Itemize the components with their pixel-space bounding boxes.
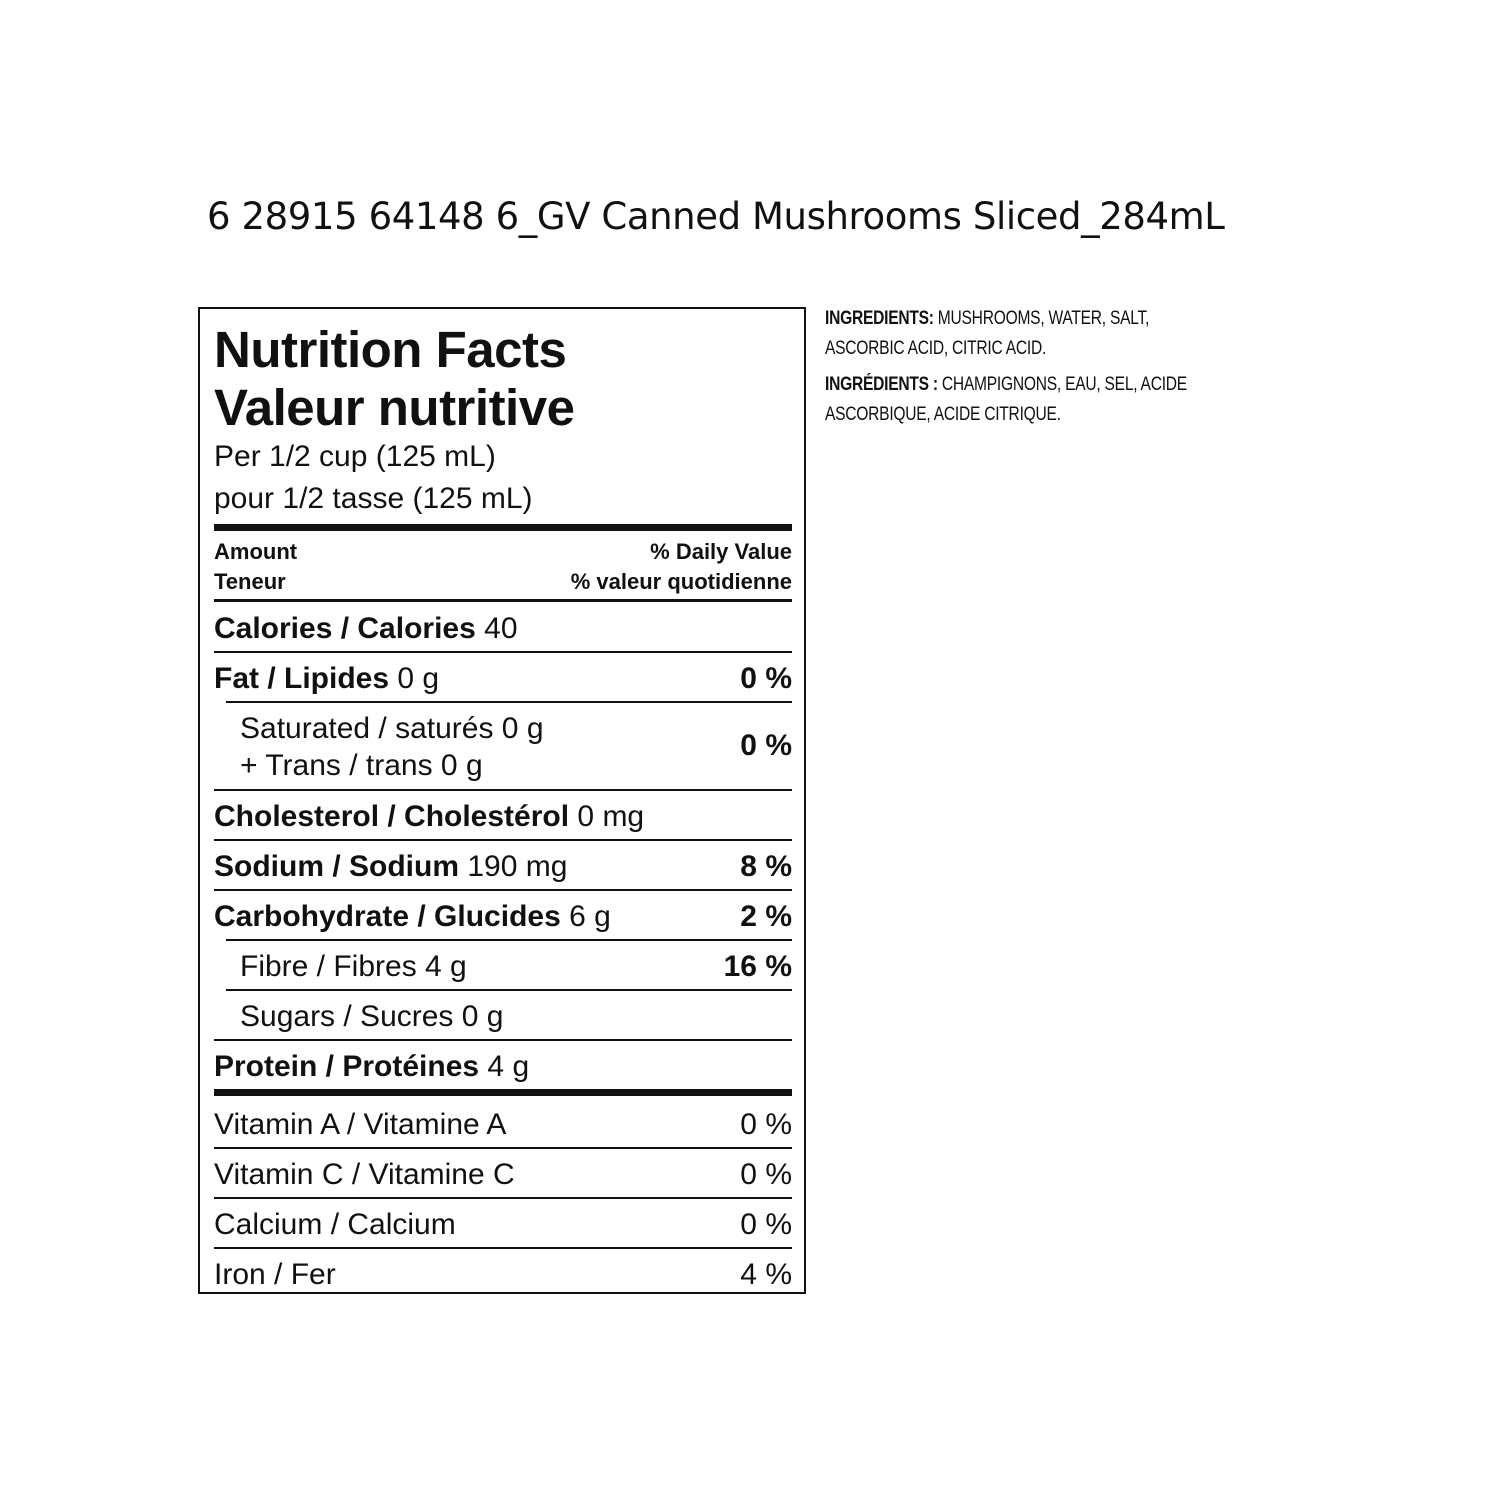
divider (214, 1147, 792, 1149)
daily-value-label-en: % Daily Value (650, 539, 792, 564)
saturated-dv: 0 % (740, 729, 792, 762)
divider (214, 839, 792, 841)
calcium-label: Calcium / Calcium (214, 1208, 456, 1241)
sodium-value: 190 mg (467, 850, 568, 883)
carbohydrate-label: Carbohydrate / Glucides (214, 900, 561, 933)
amount-label-fr: Teneur (214, 569, 286, 594)
vitamin-c-label: Vitamin C / Vitamine C (214, 1158, 515, 1191)
ingredients-en (825, 304, 1227, 364)
protein-value: 4 g (487, 1050, 530, 1083)
divider (214, 1247, 792, 1249)
divider (226, 701, 792, 703)
fat-value: 0 g (397, 662, 440, 695)
vitamin-c-dv: 0 % (740, 1158, 792, 1191)
ingredients-en-text: MUSHROOMS, WATER, SALT, ASCORBIC ACID, CITRIC ACID. (825, 308, 1150, 359)
daily-value-label-fr: % valeur quotidienne (570, 569, 792, 594)
thick-divider (214, 524, 792, 531)
iron-label: Iron / Fer (214, 1258, 336, 1291)
ingredients-fr-text: CHAMPIGNONS, EAU, SEL, ACIDE ASCORBIQUE, ACIDE CITRIQUE. (825, 374, 1187, 425)
divider (214, 599, 792, 602)
calories-label: Calories / Calories (214, 612, 476, 645)
nutrition-title-en: Nutrition Facts (214, 321, 567, 378)
iron-dv: 4 % (740, 1258, 792, 1291)
carbohydrate-dv: 2 % (740, 900, 792, 933)
divider (214, 889, 792, 891)
divider (214, 1039, 792, 1041)
carbohydrate-value: 6 g (569, 900, 611, 933)
divider (214, 651, 792, 653)
ingredients-en-label: INGREDIENTS: (825, 308, 934, 329)
divider (226, 989, 792, 991)
fibre-dv: 16 % (723, 950, 792, 983)
amount-label-en: Amount (214, 539, 298, 564)
fibre-label: Fibre / Fibres 4 g (240, 950, 467, 983)
divider (214, 789, 792, 791)
protein-label: Protein / Protéines (214, 1050, 480, 1083)
serving-size-fr: pour 1/2 tasse (125 mL) (214, 482, 533, 515)
nutrition-title-fr: Valeur nutritive (214, 379, 575, 436)
nutrition-facts-panel (198, 307, 806, 1294)
cholesterol-label: Cholesterol / Cholestérol (214, 800, 570, 833)
serving-size-en: Per 1/2 cup (125 mL) (214, 440, 496, 473)
calories-value: 40 (484, 612, 518, 645)
sodium-dv: 8 % (740, 850, 792, 883)
calcium-dv: 0 % (740, 1208, 792, 1241)
sugars-label: Sugars / Sucres 0 g (240, 1000, 504, 1033)
sodium-label: Sodium / Sodium (214, 850, 459, 883)
divider (226, 939, 792, 941)
ingredients-fr-label: INGRÉDIENTS : (825, 374, 938, 395)
thick-divider (214, 1089, 792, 1096)
cholesterol-value: 0 mg (577, 800, 645, 833)
saturated-label: Saturated / saturés 0 g (240, 712, 544, 745)
vitamin-a-dv: 0 % (740, 1108, 792, 1141)
vitamin-a-label: Vitamin A / Vitamine A (214, 1108, 507, 1141)
ingredients-fr (825, 370, 1227, 430)
product-title: 6 28915 64148 6_GV Canned Mushrooms Sliced_284mL (207, 195, 1225, 238)
fat-dv: 0 % (740, 662, 792, 695)
fat-label: Fat / Lipides (214, 662, 390, 695)
trans-label: + Trans / trans 0 g (240, 749, 483, 782)
divider (214, 1197, 792, 1199)
